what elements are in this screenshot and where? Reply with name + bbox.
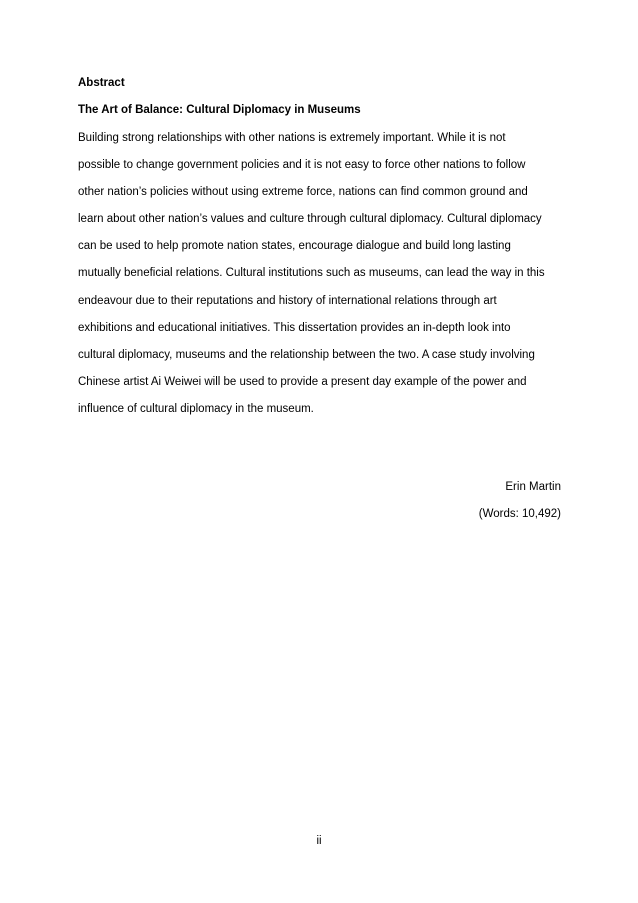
document-title: The Art of Balance: Cultural Diplomacy in Museums [78, 104, 361, 116]
body-line: cultural diplomacy, museums and the relationship between the two. A case study involving [78, 348, 535, 361]
body-line: learn about other nation’s values and culture through cultural diplomacy. Cultural diplomacy [78, 213, 542, 226]
body-line: influence of cultural diplomacy in the museum. [78, 402, 314, 415]
body-line: Building strong relationships with other nations is extremely important. While it is not [78, 132, 506, 144]
section-heading: Abstract [78, 77, 125, 89]
body-line: endeavour due to their reputations and history of international relations through art [78, 294, 497, 307]
abstract-body [78, 131, 578, 429]
author-name: Erin Martin [505, 481, 561, 493]
page-number: ii [316, 835, 322, 847]
body-line: other nation’s policies without using extreme force, nations can find common ground and [78, 186, 528, 199]
body-line: mutually beneficial relations. Cultural institutions such as museums, can lead the way in this [78, 267, 545, 280]
body-line: can be used to help promote nation states, encourage dialogue and build long lasting [78, 240, 511, 253]
body-line: exhibitions and educational initiatives. This dissertation provides an in-depth look into [78, 321, 511, 334]
body-line: possible to change government policies and it is not easy to force other nations to follow [78, 159, 526, 172]
body-line: Chinese artist Ai Weiwei will be used to provide a present day example of the power and [78, 375, 527, 388]
word-count: (Words: 10,492) [478, 508, 561, 520]
